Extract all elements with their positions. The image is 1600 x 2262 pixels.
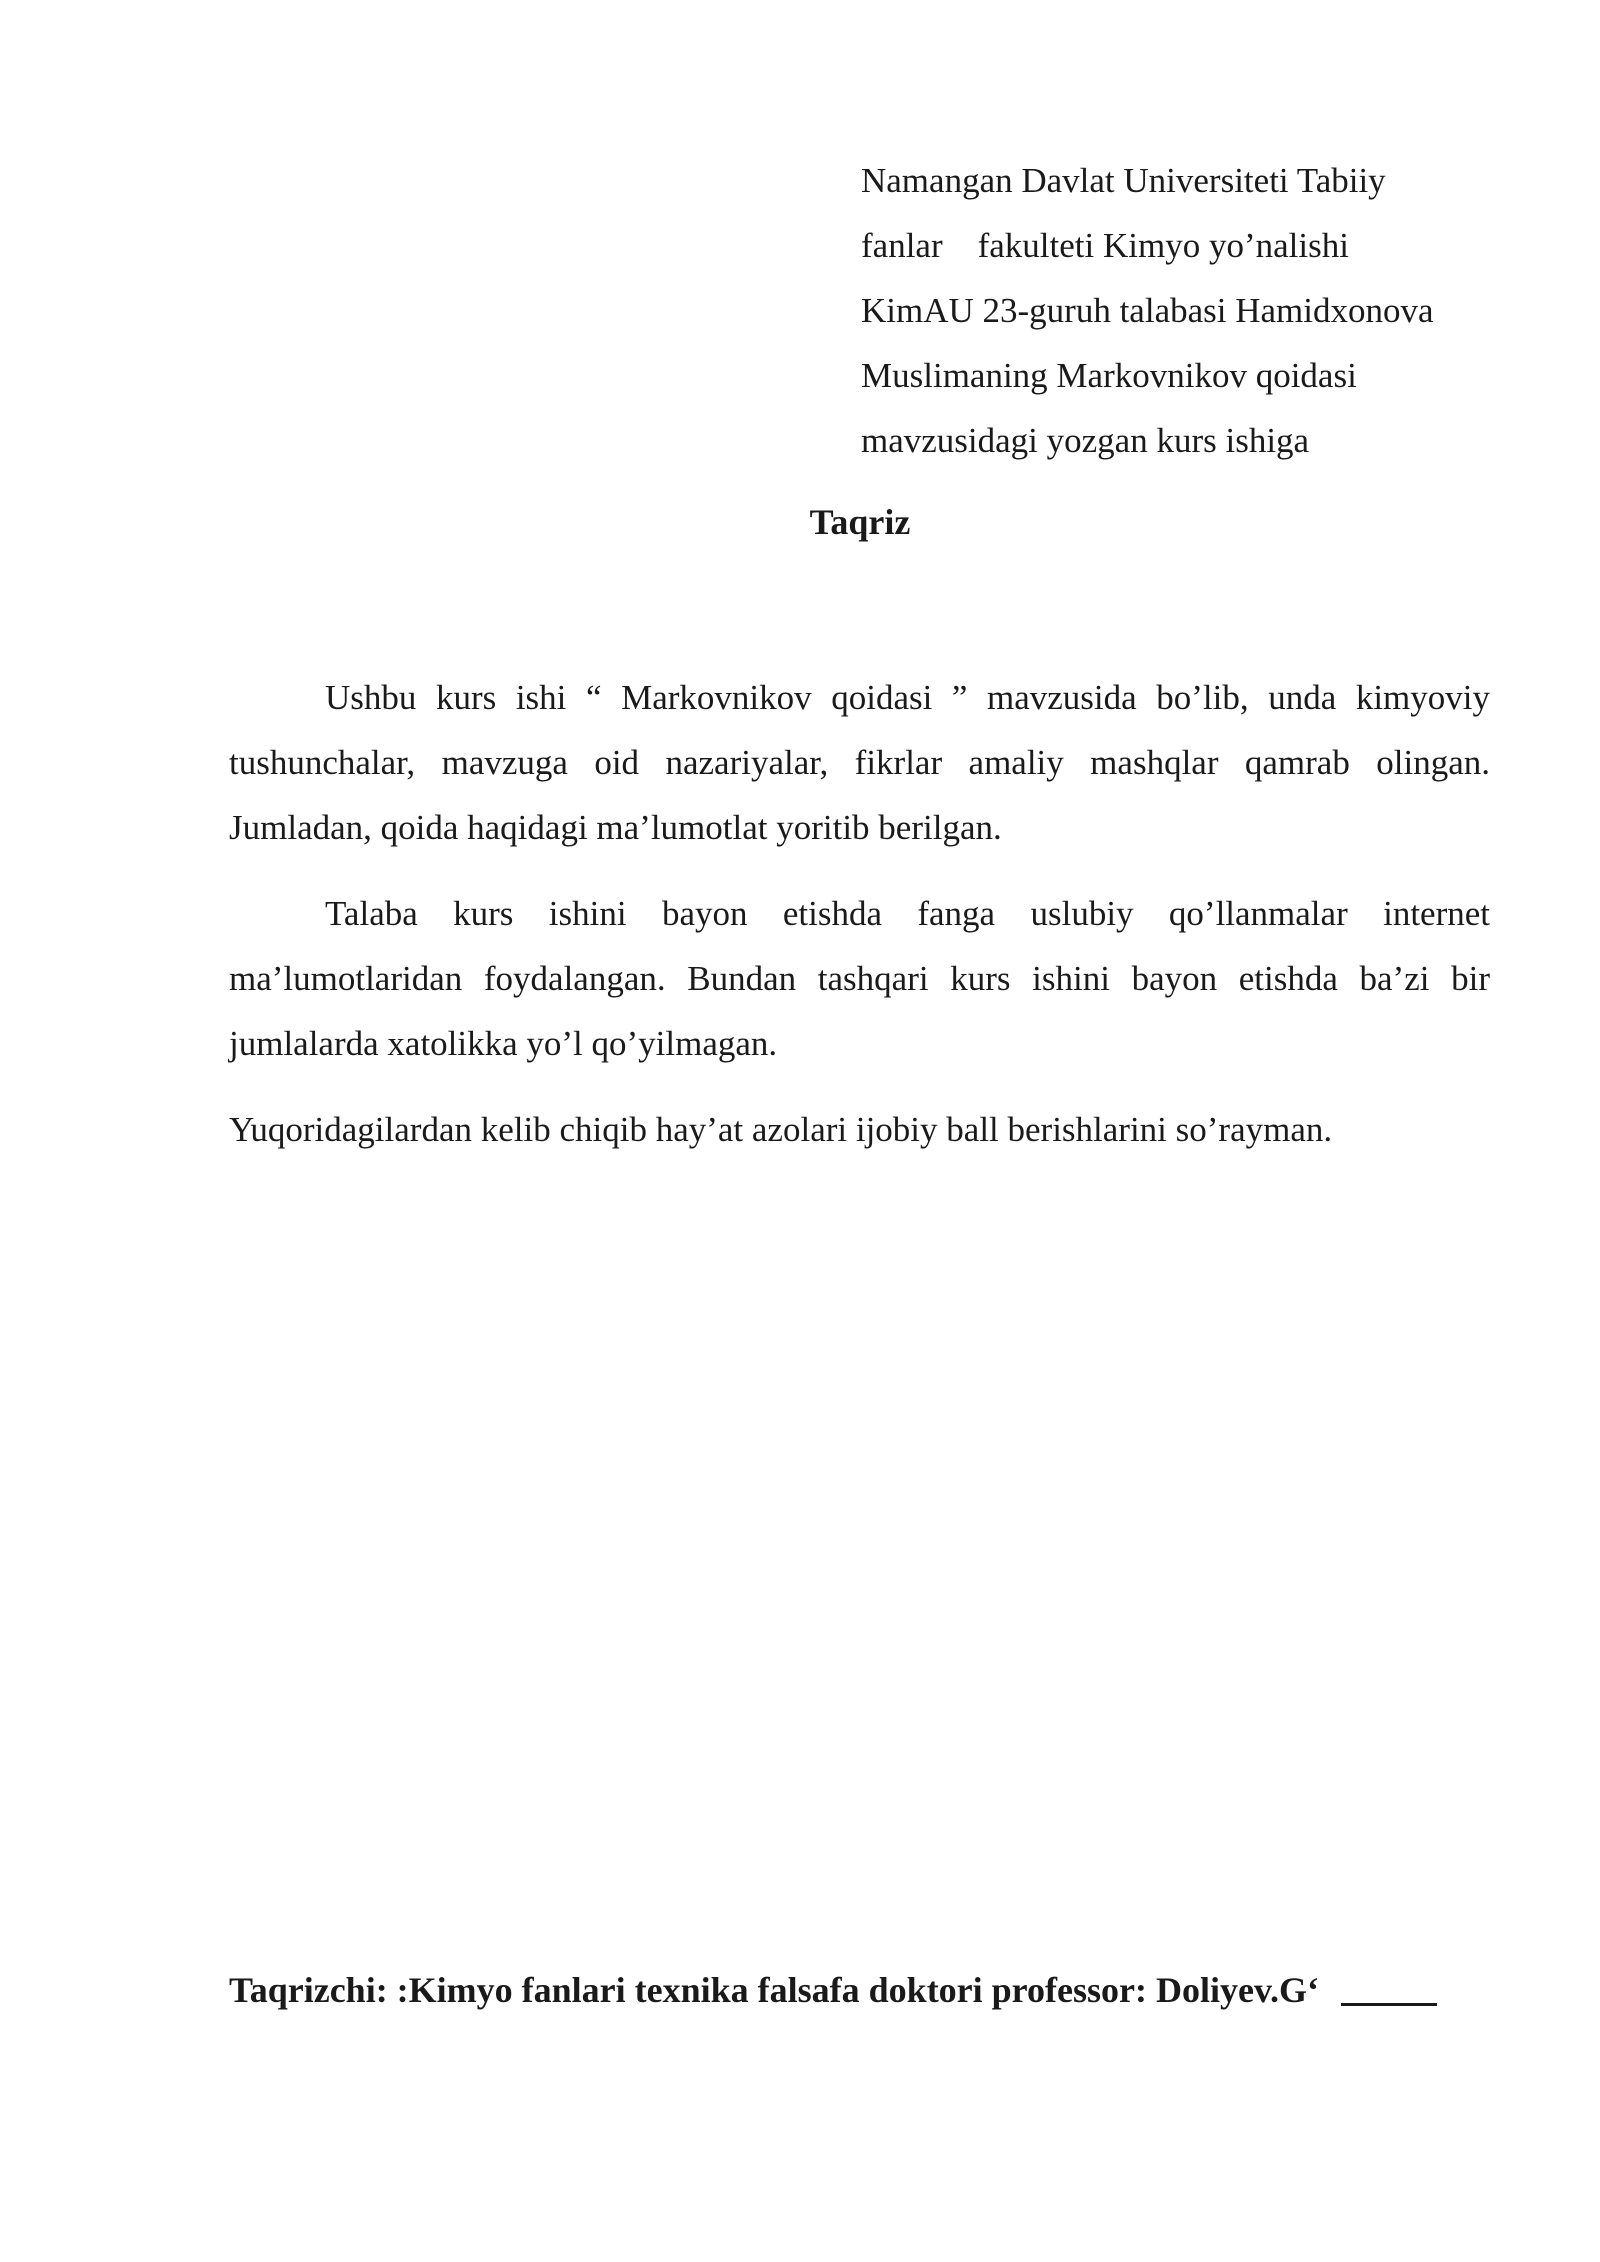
- body-paragraph: Yuqoridagilardan kelib chiqib hay’at azolari ijobiy ball berishlarini so’rayman.: [229, 1110, 1333, 1149]
- reviewer-signature-line: [229, 1962, 1529, 2018]
- addressee-line: Namangan Davlat Universiteti Tabiiy: [861, 161, 1386, 200]
- addressee-line: mavzusidagi yozgan kurs ishiga: [861, 421, 1310, 460]
- body-paragraph: Ushbu kurs ishi “ Markovnikov qoidasi ” mavzusida bo’lib, unda kimyoviy tushunchalar, mavzuga oid nazariyalar, fikrlar amaliy mashqlar qamrab olingan. Jumladan, qoida haqidagi ma’lumotlat yoritib berilgan.: [229, 678, 1490, 847]
- addressee-line: KimAU 23-guruh talabasi Hamidxonova: [861, 291, 1434, 330]
- document-title: Taqriz: [809, 502, 911, 542]
- addressee-line: Muslimaning Markovnikov qoidasi: [861, 356, 1357, 395]
- addressee-block: [861, 148, 1501, 473]
- body-paragraph: Talaba kurs ishini bayon etishda fanga uslubiy qo’llanmalar internet ma’lumotlaridan foydalangan. Bundan tashqari kurs ishini bayon etishda ba’zi bir jumlalarda xatolikka yo’l qo’yilmagan.: [229, 894, 1490, 1063]
- signature-blank: [1341, 2003, 1437, 2006]
- addressee-line: fanlar fakulteti Kimyo yo’nalishi: [861, 226, 1349, 265]
- reviewer-signature-text: Taqrizchi: :Kimyo fanlari texnika falsafa doktori professor: Doliyev.G‘: [229, 1970, 1319, 2010]
- document-body: [229, 665, 1490, 1183]
